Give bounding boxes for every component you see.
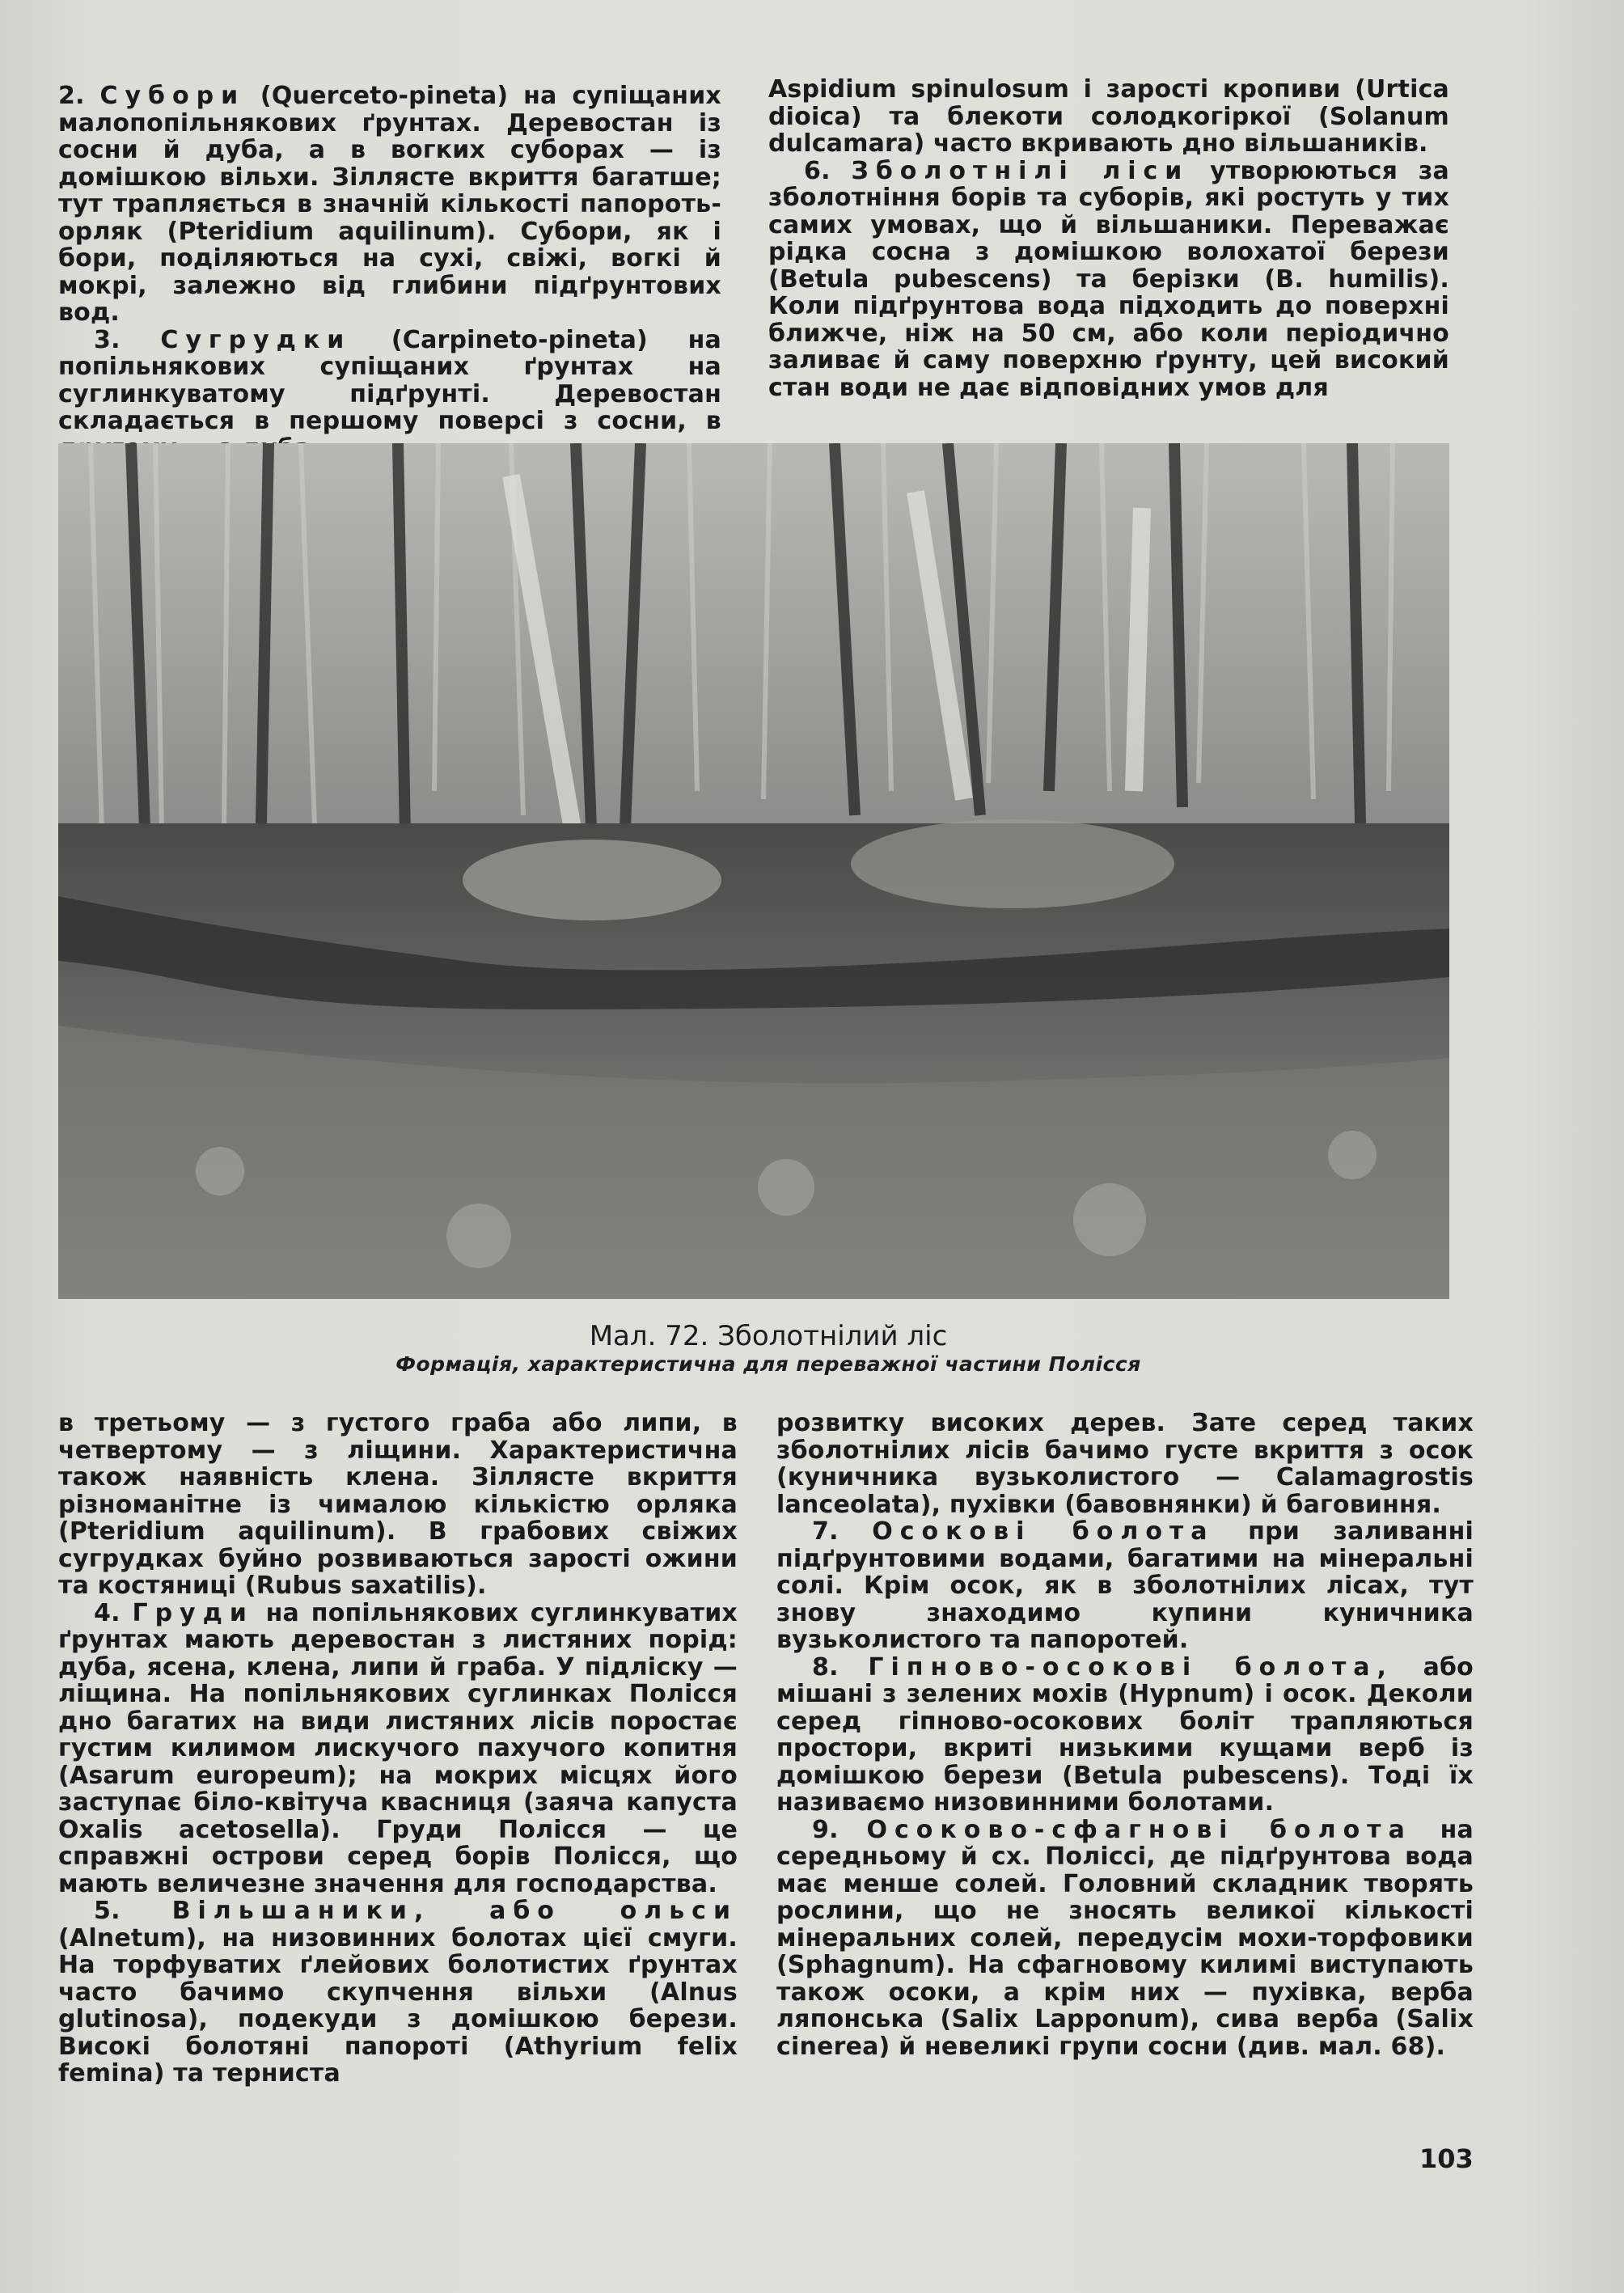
text-column-top-left xyxy=(58,82,721,462)
page-number: 103 xyxy=(1419,2143,1474,2174)
paragraph-subory: 2. Субори (Querceto-pineta) на супіщаних малопопільнякових ґрунтах. Деревостан із сосни й дуба, а в вогких суборах — із домішкою вільхи. Зіллясте вкриття багатше; тут трапляється в значній кількості папороть-орляк (Pteridium aquilinum). Субори, як і бори, поділяються на сухі, свіжі, вогкі й мокрі, залежно від глибини підґрунтових вод. xyxy=(58,82,721,327)
paragraph-osokovo-sfahnovi: 9. Осоково-сфагнові болота на середньому й сх. Поліссі, де підґрунтова вода має менше солей. Головний складник творять рослини, що не зносять великої кількості мінеральних солей, передусім мохи-торфовики (Sphagnum). На сфагновому килимі виступають також осоки, а крім них — пухівка, верба ляпонська (Salix Lapponum), сива верба (Salix cinerea) й невеликі групи сосни (див. мал. 68). xyxy=(776,1815,1474,2061)
paragraph-continuation: в третьому — з густого граба або липи, в четвертому — з ліщини. Характеристична також наявність клена. Зіллясте вкриття різноманітне із чималою кількістю орляка (Pteridium aquilinum). В грабових свіжих сугрудках буйно розвиваються зарості ожини та костяниці (Rubus saxatilis). xyxy=(58,1409,738,1600)
term-heading: Груди xyxy=(132,1598,254,1627)
paragraph-zbolotnili-lisy: 6. Зболотнілі ліси утворюються за зболотніння борів та суборів, які ростуть у тих самих умовах, що й вільшаники. Переважає рідка сосна з домішкою волохатої берези (Betula pubescens) та берізки (B. humilis). Коли підґрунтова вода підходить до поверхні ближче, ніж на 50 см, або коли періодично заливає й саму поверхню ґрунту, цей високий стан води не дає відповідних умов для xyxy=(768,156,1449,402)
paragraph-continuation: розвитку високих дерев. Зате серед таких зболотнілих лісів бачимо густе вкриття з осок (куничника вузьколистого — Calamagrostis lanceolata), пухівки (бавовнянки) й баговиння. xyxy=(776,1409,1474,1519)
text-column-bottom-right xyxy=(776,1410,1474,2060)
figure-caption-subtitle: Формація, характеристична для переважної частини Полісся xyxy=(395,1352,1141,1376)
swamp-forest-photo xyxy=(58,443,1449,1299)
term-heading: Вільшаники, або ольси xyxy=(171,1897,738,1925)
term-heading: Субори xyxy=(99,82,246,110)
paragraph-hipnovo-osokovi: 8. Гіпново-осокові болота, або мішані з зелених мохів (Hypnum) і осок. Деколи серед гіпново-осокових боліт трапляються простори, вкриті низькими кущами верб із домішкою берези (Betula pubescens). Тоді їх називаємо низовинними болотами. xyxy=(776,1652,1474,1817)
term-heading: Осоково-сфагнові болота xyxy=(866,1815,1412,1844)
term-heading: Сугрудки xyxy=(160,325,352,354)
term-heading: Зболотнілі ліси xyxy=(851,156,1190,185)
paragraph-osokovi-bolota: 7. Осокові болота при заливанні підґрунтовими водами, багатими на мінеральні солі. Крім осок, як в зболотнілих лісах, тут знову знаходимо купини куничника вузьколистого та папоротей. xyxy=(776,1517,1474,1654)
text-column-top-right xyxy=(768,76,1449,401)
paragraph-suhrudky: 3. Сугрудки (Carpineto-pineta) на попільнякових супіщаних ґрунтах на суглинкуватому підґрунті. Деревостан складається в першому поверсі з сосни, в xyxy=(58,325,721,435)
term-heading: Гіпново-осокові болота, xyxy=(868,1652,1394,1682)
paragraph-continuation: Aspidium spinulosum і зарості кропиви (Urtica dioica) та блекоти солодкогіркої (Solanum dulcamara) часто вкривають дно вільшаників. xyxy=(768,75,1449,158)
paragraph-vilshanyky: 5. Вільшаники, або ольси (Alnetum), на низовинних болотах цієї смуги. На торфуватих ґлейових болотистих ґрунтах часто бачимо скупчення вільхи (Alnus glutinosa), подекуди з домішкою берези. Високі болотяні папороті (Athyrium felix femina) та терниста xyxy=(58,1897,738,2088)
paragraph-hrudy: 4. Груди на попільнякових суглинкуватих ґрунтах мають деревостан з листяних порід: дуба, ясена, клена, липи й граба. У підліску — ліщина. На попільнякових суглинках Полісся дно багатих на види листяних лісів поростає густим килимом лискучого пахучого копитня (Asarum europeum); на мокрих місцях його заступає біло-квітуча квасниця (заяча капуста Oxalis acetosella). Груди Полісся — це справжні острови серед борів Полісся, що мають величезне значення для господарства. xyxy=(58,1598,738,1898)
figure-caption-title: Мал. 72. Зболотнілий ліс xyxy=(589,1320,948,1352)
term-heading: Осокові болота xyxy=(872,1517,1215,1546)
text-column-bottom-left xyxy=(58,1410,738,2088)
